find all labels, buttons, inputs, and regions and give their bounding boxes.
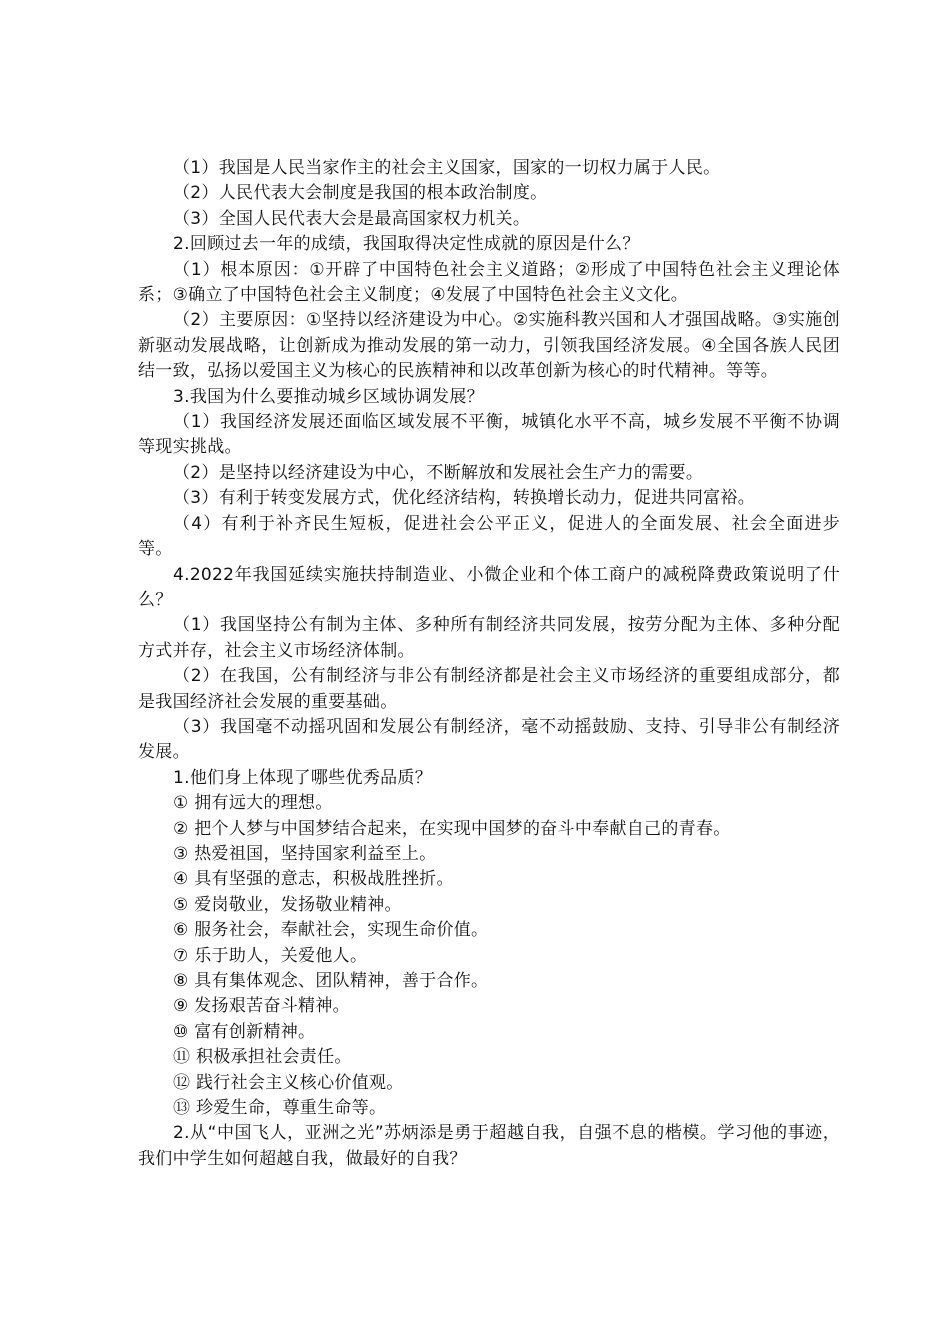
list-item: ⑥ 服务社会，奉献社会，实现生命价值。 — [173, 920, 489, 941]
list-item: ⑬ 珍爱生命，尊重生命等。 — [173, 1098, 387, 1119]
answer-paragraph: （3）有利于转变发展方式，优化经济结构，转换增长动力，促进共同富裕。 — [173, 488, 756, 509]
answer-paragraph: （1）根本原因：①开辟了中国特色社会主义道路；②形成了中国特色社会主义理论体系；③确立了中国特色社会主义制度；④发展了中国特色社会主义文化。 — [138, 259, 840, 306]
answer-paragraph: （1）我国坚持公有制为主体、多种所有制经济共同发展，按劳分配为主体、多种分配方式并存，社会主义市场经济体制。 — [138, 615, 840, 661]
answer-paragraph: （2）在我国，公有制经济与非公有制经济都是社会主义市场经济的重要组成部分，都是我国经济社会发展的重要基础。 — [138, 666, 840, 712]
list-item: ⑤ 爱岗敬业，发扬敬业精神。 — [173, 894, 402, 915]
list-item: ① 拥有远大的理想。 — [173, 793, 333, 814]
answer-paragraph: （1）我国是人民当家作主的社会主义国家，国家的一切权力属于人民。 — [173, 158, 721, 178]
answer-paragraph: （3）全国人民代表大会是最高国家权力机关。 — [173, 208, 531, 229]
question-heading: 2.从“中国飞人，亚洲之光”苏炳添是勇于超越自我，自强不息的楷模。学习他的事迹，我们中学生如何超越自我，做最好的自我？ — [138, 1123, 840, 1169]
list-item: ⑧ 具有集体观念、团队精神，善于合作。 — [173, 971, 489, 991]
answer-paragraph: （3）我国毫不动摇巩固和发展公有制经济，毫不动摇鼓励、支持、引导非公有制经济发展。 — [138, 716, 840, 763]
answer-paragraph: （4）有利于补齐民生短板，促进社会公平正义，促进人的全面发展、社会全面进步等。 — [138, 513, 840, 560]
answer-paragraph: （2）是坚持以经济建设为中心，不断解放和发展社会生产力的需要。 — [173, 462, 704, 483]
list-item: ⑨ 发扬艰苦奋斗精神。 — [173, 996, 350, 1017]
question-heading: 3.我国为什么要推动城乡区域协调发展？ — [173, 386, 484, 407]
question-heading: 1.他们身上体现了哪些优秀品质？ — [173, 767, 433, 788]
question-heading: 2.回顾过去一年的成绩，我国取得决定性成就的原因是什么？ — [173, 234, 640, 255]
list-item: ⑫ 践行社会主义核心价值观。 — [173, 1072, 404, 1093]
question-heading: 4.2022年我国延续实施扶持制造业、小微企业和个体工商户的减税降费政策说明了什么？ — [138, 564, 840, 610]
list-item: ③ 热爱祖国，坚持国家利益至上。 — [173, 843, 437, 864]
list-item: ② 把个人梦与中国梦结合起来，在实现中国梦的奋斗中奉献自己的青春。 — [173, 818, 731, 839]
list-item: ④ 具有坚强的意志，积极战胜挫折。 — [173, 869, 454, 890]
list-item: ⑪ 积极承担社会责任。 — [173, 1047, 352, 1068]
answer-paragraph: （2）主要原因：①坚持以经济建设为中心。②实施科教兴国和人才强国战略。③实施创新驱动发展战略，让创新成为推动发展的第一动力，引领我国经济发展。④全国各族人民团结一致，弘扬以爱国主义为核心的民族精神和以改革创新为核心的时代精神。等等。 — [138, 310, 840, 382]
answer-paragraph: （2）人民代表大会制度是我国的根本政治制度。 — [173, 183, 548, 204]
answer-paragraph: （1）我国经济发展还面临区域发展不平衡，城镇化水平不高，城乡发展不平衡不协调等现实挑战。 — [138, 412, 840, 458]
list-item: ⑦ 乐于助人，关爱他人。 — [173, 945, 368, 966]
list-item: ⑩ 富有创新精神。 — [173, 1021, 316, 1042]
